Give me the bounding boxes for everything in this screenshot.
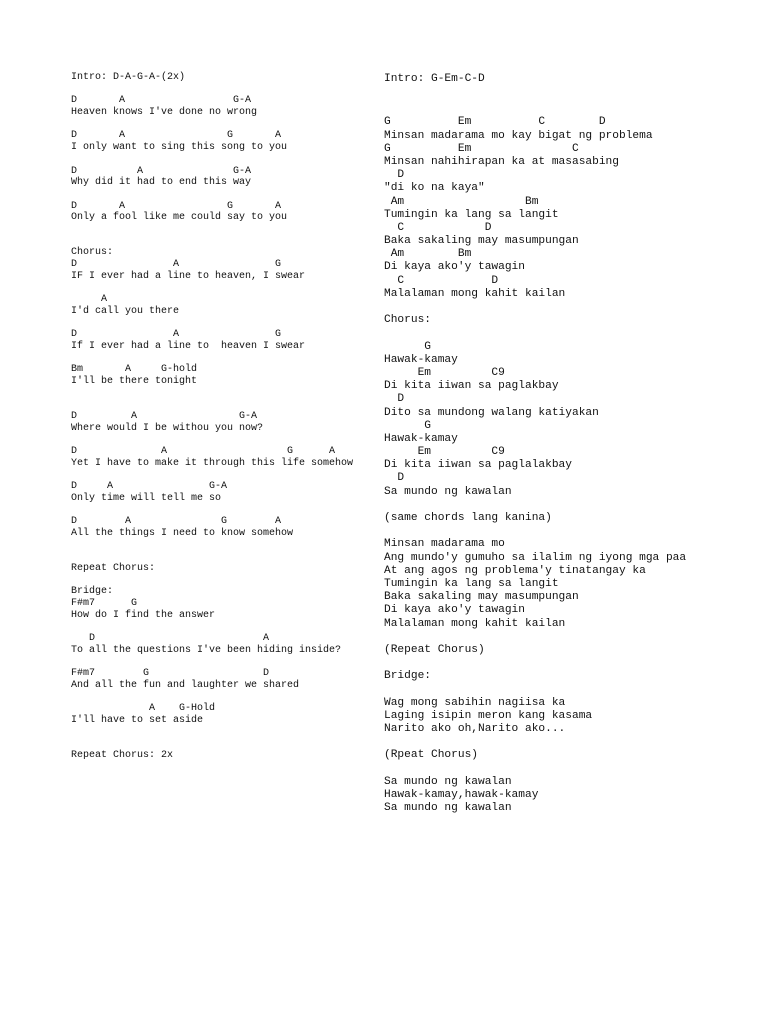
lyric-line: If I ever had a line to heaven I swear [71, 340, 306, 352]
chord-line: D A G-A [71, 165, 252, 177]
line-spacer [71, 551, 376, 563]
same-chords-note: (same chords lang kanina) [384, 512, 552, 524]
line-spacer [384, 525, 759, 538]
lyric-line: Baka sakaling may masumpungan [384, 591, 579, 604]
chord-line: Em C9 [384, 366, 505, 379]
line-spacer [71, 399, 376, 411]
right-song-sheet [384, 73, 759, 815]
chord-line: D A G A [71, 516, 282, 528]
line-spacer [71, 540, 376, 552]
lyric-line: Minsan madarama mo [384, 538, 505, 551]
line-spacer [71, 224, 376, 236]
lyric-line: Tumingin ka lang sa langit [384, 208, 559, 221]
lyric-line: Tumingin ka lang sa langit [384, 577, 559, 590]
section-label-chorus: Chorus: [384, 314, 431, 327]
chord-line: D A G A [71, 200, 282, 212]
line-spacer [71, 738, 376, 750]
left-song-sheet [71, 72, 376, 762]
lyric-line: I'll be there tonight [71, 375, 198, 387]
chord-line: A G-Hold [71, 703, 216, 715]
lyric-line: Baka sakaling may masumpungan [384, 235, 579, 248]
lyric-line: Heaven knows I've done no wrong [71, 107, 258, 119]
lyric-line: I'll have to set aside [71, 714, 204, 726]
section-label-bridge: Bridge: [71, 586, 114, 598]
line-spacer [384, 86, 759, 116]
chord-line: D A G [71, 329, 282, 341]
chord-line: G Em C [384, 142, 579, 155]
lyric-line: And all the fun and laughter we shared [71, 679, 300, 691]
line-spacer [71, 282, 376, 294]
chord-line: C D [384, 274, 499, 287]
repeat-chorus-note: (Rpeat Chorus) [384, 749, 478, 762]
line-spacer [384, 736, 759, 749]
lyric-line: At ang agos ng problema'y tinatangay ka [384, 564, 646, 577]
line-spacer [71, 119, 376, 131]
lyric-line: All the things I need to know somehow [71, 527, 294, 539]
line-spacer [71, 388, 376, 400]
chord-line: G [384, 340, 431, 353]
lyric-line: Di kaya ako'y tawagin [384, 261, 525, 274]
line-spacer [71, 469, 376, 481]
lyric-line: "di ko na kaya" [384, 182, 485, 195]
chord-line: D [384, 393, 405, 406]
lyric-line: Laging isipin meron kang kasama [384, 709, 593, 722]
lyric-line: IF I ever had a line to heaven, I swear [71, 270, 306, 282]
line-spacer [71, 154, 376, 166]
lyric-line: Minsan nahihirapan ka at masasabing [384, 155, 619, 168]
chord-line: D [384, 169, 405, 182]
repeat-chorus-note: Repeat Chorus: [71, 562, 156, 574]
line-spacer [71, 621, 376, 633]
chord-line: Bm A G-hold [71, 364, 198, 376]
line-spacer [71, 434, 376, 446]
chord-line: F#m7 G [71, 597, 138, 609]
section-label-chorus: Chorus: [71, 247, 114, 259]
chord-line: D [384, 472, 405, 485]
lyric-line: Sa mundo ng kawalan [384, 485, 512, 498]
line-spacer [384, 499, 759, 512]
line-spacer [384, 301, 759, 314]
line-spacer [71, 317, 376, 329]
line-spacer [384, 763, 759, 776]
outro-repeat-note: Repeat Chorus: 2x [71, 749, 174, 761]
lyric-line: Hawak-kamay [384, 432, 458, 445]
section-label-bridge: Bridge: [384, 670, 431, 683]
line-spacer [384, 657, 759, 670]
chord-line: Am Bm [384, 195, 539, 208]
chord-line: D A G [71, 259, 282, 270]
lyric-line: Di kita iiwan sa paglalakbay [384, 459, 572, 472]
line-spacer [71, 656, 376, 668]
line-spacer [71, 353, 376, 365]
lyric-line: Where would I be withou you now? [71, 422, 264, 434]
chord-line: D A [71, 633, 270, 644]
lyric-line: Sa mundo ng kawalan [384, 775, 512, 788]
line-spacer [71, 575, 376, 587]
line-spacer [384, 327, 759, 340]
lyric-line: Minsan madarama mo kay bigat ng problema [384, 129, 653, 142]
lyric-line: I'd call you there [71, 305, 180, 317]
line-spacer [71, 727, 376, 739]
line-spacer [384, 683, 759, 696]
lyric-line: Only a fool like me could say to you [71, 212, 288, 224]
chord-line: D A G A [71, 130, 282, 142]
lyric-line: Narito ako oh,Narito ako... [384, 723, 566, 735]
lyric-line: How do I find the answer [71, 609, 216, 621]
lyric-line: Yet I have to make it through this life somehow [71, 457, 354, 469]
intro-line: Intro: D-A-G-A-(2x) [71, 72, 186, 83]
line-spacer [71, 189, 376, 201]
line-spacer [71, 236, 376, 248]
lyric-line: Wag mong sabihin nagiisa ka [384, 696, 566, 709]
lyric-line: Ang mundo'y gumuho sa ilalim ng iyong mga paa [384, 551, 687, 564]
line-spacer [71, 84, 376, 96]
chord-line: G Em C D [384, 116, 606, 129]
line-spacer [71, 691, 376, 703]
intro-line: Intro: G-Em-C-D [384, 73, 485, 85]
chord-line: F#m7 G D [71, 668, 270, 680]
line-spacer [384, 631, 759, 644]
lyric-line: Hawak-kamay,hawak-kamay [384, 788, 539, 801]
chord-line: D A G-A [71, 481, 228, 493]
chord-line: Am Bm [384, 248, 472, 261]
chord-line: G [384, 419, 431, 432]
lyric-line: Di kita iiwan sa paglakbay [384, 380, 559, 393]
lyric-line: Hawak-kamay [384, 353, 458, 366]
lyric-line: Dito sa mundong walang katiyakan [384, 406, 599, 419]
lyric-line: Only time will tell me so [71, 492, 222, 504]
chord-line: D A G A [71, 446, 336, 457]
lyric-line: Why did it had to end this way [71, 177, 252, 189]
chord-line: C D [384, 221, 492, 234]
lyric-line: Di kaya ako'y tawagin [384, 604, 525, 617]
repeat-chorus-note: (Repeat Chorus) [384, 643, 485, 656]
lyric-line: I only want to sing this song to you [71, 142, 288, 154]
lyric-line: Malalaman mong kahit kailan [384, 617, 566, 630]
lyric-line: To all the questions I've been hiding inside? [71, 644, 342, 656]
line-spacer [71, 504, 376, 516]
chord-line: D A G-A [71, 95, 252, 107]
lyric-line: Malalaman mong kahit kailan [384, 287, 566, 300]
chord-line: D A G-A [71, 410, 258, 422]
lyric-line: Sa mundo ng kawalan [384, 802, 512, 815]
chord-line: Em C9 [384, 446, 505, 459]
chord-line: A [71, 294, 108, 306]
